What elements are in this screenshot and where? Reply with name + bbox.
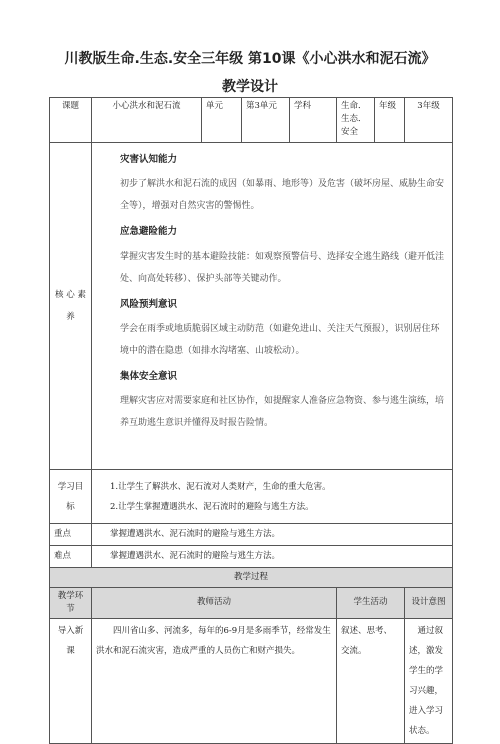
literacy-section — [120, 298, 444, 362]
teacher-activity: 四川省山多、河流多，每年的6-9月是多雨季节，经常发生洪水和泥石流灾害，造成严重的人员伤亡和财产损失。 — [92, 618, 337, 743]
literacy-label: 核 心 素养 — [50, 143, 92, 470]
difficulty-row — [50, 546, 453, 568]
grade-label: 年级 — [375, 98, 405, 143]
difficulty-label: 难点 — [50, 546, 92, 568]
literacy-section — [120, 153, 444, 217]
objective-item: 2.让学生掌握遭遇洪水、泥石流时的避险与逃生方法。 — [110, 501, 314, 512]
info-row — [50, 98, 453, 143]
objectives-content — [92, 470, 453, 524]
section-text: 掌握灾害发生时的基本避险技能：如观察预警信号、选择安全逃生路线（避开低洼处、向高处转移）、保护头部等关键动作。 — [120, 251, 445, 284]
unit-value: 第3单元 — [242, 98, 290, 143]
literacy-content — [92, 143, 453, 470]
subject-label: 学科 — [290, 98, 337, 143]
section-text: 理解灾害应对需要家庭和社区协作，如提醒家人准备应急物资、参与逃生演练，培养互助逃生意识并懂得及时报告险情。 — [120, 396, 445, 428]
topic-value: 小心洪水和泥石流 — [92, 98, 202, 143]
column-header: 教师活动 — [92, 588, 337, 619]
process-row — [50, 618, 453, 743]
section-text: 学会在雨季或地质脆弱区域主动防范（如避免进山、关注天气预报），识别居住环境中的潜在隐患（如排水沟堵塞、山坡松动）。 — [120, 323, 440, 356]
literacy-row — [50, 143, 453, 470]
key-point-label: 重点 — [50, 524, 92, 546]
column-header: 学生活动 — [337, 588, 405, 619]
process-title-row — [50, 568, 453, 588]
process-header-row — [50, 588, 453, 619]
design-intent: 通过叙述，激发学生的学习兴趣，进入学习状态。 — [405, 618, 453, 743]
stage-cell: 导入新课 — [50, 618, 92, 743]
unit-label: 单元 — [202, 98, 242, 143]
objectives-label: 学习目标 — [50, 470, 92, 524]
lesson-plan-table — [49, 97, 453, 744]
column-header: 教学环节 — [50, 588, 92, 619]
document-subtitle: 教学设计 — [222, 79, 278, 95]
section-text: 初步了解洪水和泥石流的成因（如暴雨、地形等）及危害（破坏房屋、威胁生命安全等），增强对自然灾害的警惕性。 — [120, 179, 445, 212]
topic-label: 课题 — [50, 98, 92, 143]
key-point-row — [50, 524, 453, 546]
grade-value: 3年级 — [405, 98, 453, 143]
literacy-section — [120, 370, 444, 434]
subject-value: 生命．生态．安全 — [337, 98, 375, 143]
literacy-section — [120, 225, 444, 289]
difficulty-text: 掌握遭遇洪水、泥石流时的避险与逃生方法。 — [92, 546, 453, 568]
section-heading: 集体安全意识 — [120, 370, 178, 382]
student-activity: 叙述、思考、交流。 — [337, 618, 405, 743]
column-header: 设计意图 — [405, 588, 453, 619]
key-point-text: 掌握遭遇洪水、泥石流时的避险与逃生方法。 — [92, 524, 453, 546]
objective-item: 1.让学生了解洪水、泥石流对人类财产，生命的重大危害。 — [110, 481, 331, 492]
section-heading: 应急避险能力 — [120, 226, 178, 238]
section-heading: 灾害认知能力 — [120, 154, 178, 165]
process-title: 教学过程 — [50, 568, 453, 588]
document-title: 川教版生命.生态.安全三年级 第10课《小心洪水和泥石流》 — [64, 51, 436, 67]
section-heading: 风险预判意识 — [120, 298, 178, 310]
objectives-row — [50, 470, 453, 524]
